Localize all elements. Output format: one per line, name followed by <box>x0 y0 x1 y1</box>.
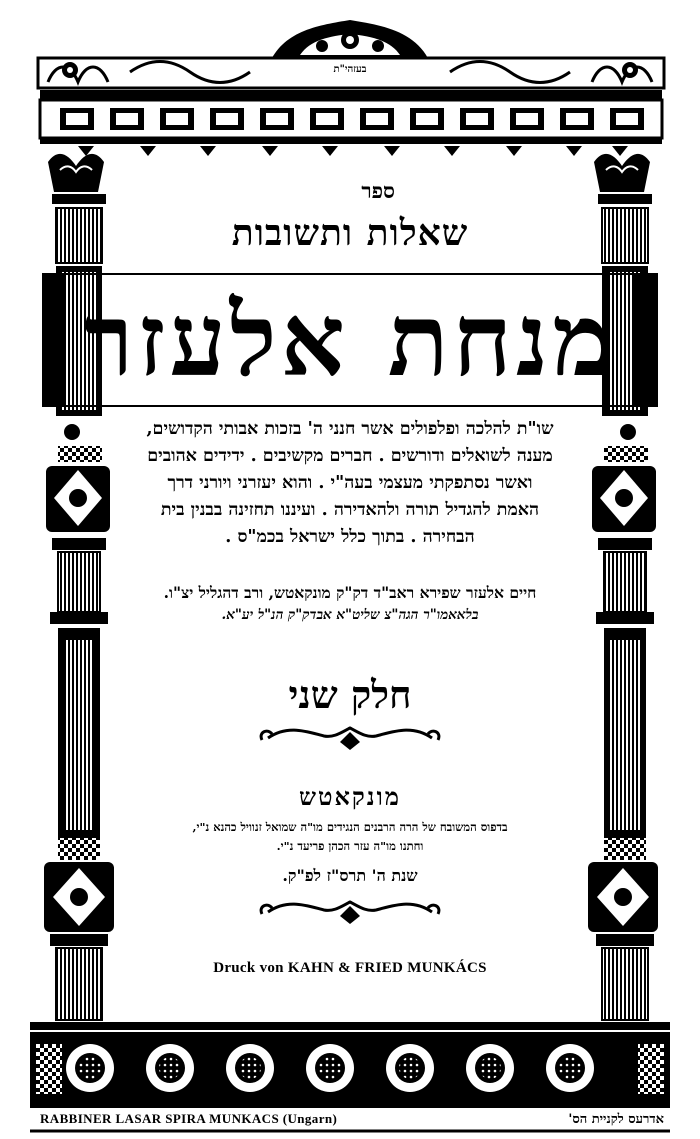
publication-year: שנת ה' תרס"ז לפ"ק. <box>282 866 418 885</box>
volume-heading: חלק שני <box>288 672 412 717</box>
description-line: הבחירה . בתוך כלל ישראל בכמ"ס . <box>225 527 475 547</box>
divider-upper <box>261 728 439 750</box>
description-line: מענה לשואלים ודורשים . חברים מקשיבים . ידידים אהובים <box>147 446 553 466</box>
printer-imprint: Druck von KAHN & FRIED MUNKÁCS <box>213 960 487 976</box>
description <box>118 416 582 551</box>
description-line: שו"ת להלכה ופלפולים אשר חנני ה' בזכות אבותי הקדושים, <box>146 419 554 439</box>
subject-heading: שאלות ותשובות <box>231 212 469 254</box>
sefer-label: ספר <box>361 178 395 203</box>
bottom-address-band <box>40 1108 664 1130</box>
press-info <box>118 818 582 856</box>
description-line: האמת להגדיל תורה ולהאדירה . ועיננו תחזינה בבנין בית <box>160 500 540 520</box>
address-latin: RABBINER LASAR SPIRA MUNKACS (Ungarn) <box>40 1111 338 1126</box>
lineage-line: בלאאמו"ר הגה"צ שליט"א אבדק"ק הנ"ל יע"א. <box>221 607 479 623</box>
divider-lower <box>261 902 439 924</box>
author-line: חיים אלעזר שפירא ראב"ד דק"ק מונקאטש, ורב דהגליל יצ"ו. <box>163 583 537 602</box>
top-motto: בעזהי"ת <box>333 64 367 75</box>
press-line: בדפוס המשובח של הרה הרבנים הנגידים מו"ה שמואל זנוויל כהנא נ"י, <box>192 820 508 834</box>
book-title: מנחת אלעזר <box>84 281 616 399</box>
description-line: ואשר נסתפקתי מעצמי בעה"י . והוא יעזרני ויורני דרך <box>167 473 533 493</box>
address-hebrew: אדרעס לקניית הס' <box>568 1112 664 1127</box>
press-line: וחתנו מו"ה עזר הכהן פריעד נ"י. <box>276 839 424 853</box>
city-name: מונקאטש <box>299 782 401 811</box>
